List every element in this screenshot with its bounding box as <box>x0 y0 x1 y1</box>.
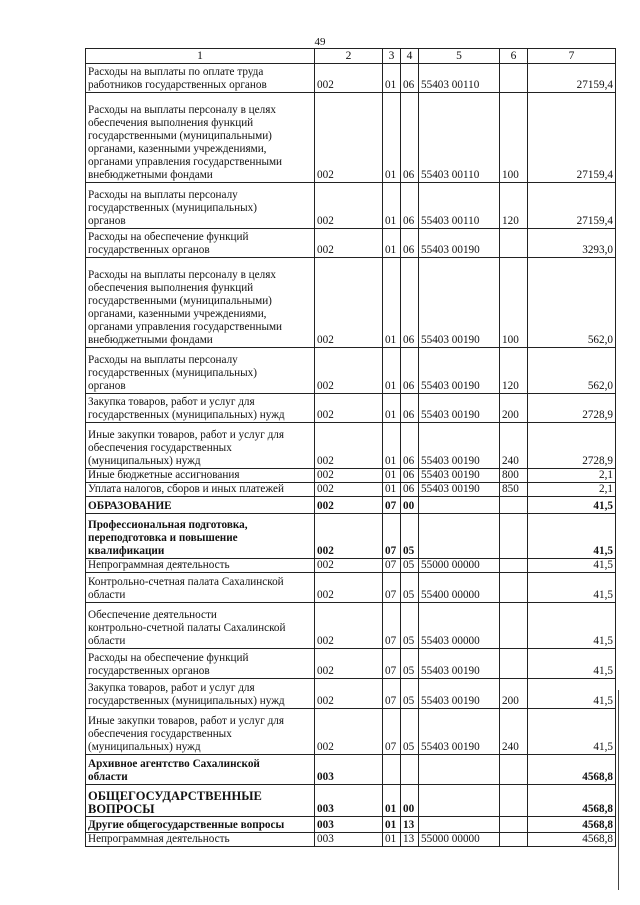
row-name: ОБЩЕГОСУДАРСТВЕННЫЕ ВОПРОСЫ <box>86 785 315 817</box>
row-code-subsection: 05 <box>401 603 419 649</box>
row-code-subsection: 06 <box>401 423 419 469</box>
row-code-section: 01 <box>383 183 401 229</box>
row-code-target <box>419 514 500 559</box>
row-code-target: 55000 00000 <box>419 833 500 847</box>
row-name: Расходы на выплаты персоналу в целях обеспечения выполнения функций государственными (муниципальными) органами, казенными учреждениями, органами управления государственными внебюджетными фондами <box>86 93 315 183</box>
row-name: Обеспечение деятельности контрольно-счетной палаты Сахалинской области <box>86 603 315 649</box>
row-code-target: 55403 00190 <box>419 258 500 348</box>
row-code-target: 55403 00190 <box>419 679 500 709</box>
row-code-expense-type <box>500 514 528 559</box>
table-row <box>86 514 616 559</box>
row-code-expense-type: 240 <box>500 423 528 469</box>
table-row <box>86 469 616 483</box>
table-row <box>86 348 616 394</box>
row-code-target <box>419 755 500 785</box>
row-amount: 41,5 <box>528 497 616 514</box>
page-number: 49 <box>314 36 326 48</box>
row-code-subsection: 05 <box>401 679 419 709</box>
row-code-admin: 002 <box>315 709 383 755</box>
row-code-admin: 002 <box>315 483 383 497</box>
row-code-subsection: 06 <box>401 469 419 483</box>
row-code-subsection: 13 <box>401 833 419 847</box>
row-code-expense-type <box>500 649 528 679</box>
row-code-section: 07 <box>383 497 401 514</box>
row-name: Расходы на обеспечение функций государственных органов <box>86 229 315 258</box>
row-amount: 41,5 <box>528 559 616 573</box>
row-code-subsection: 05 <box>401 649 419 679</box>
row-name: Расходы на выплаты персоналу государственных (муниципальных) органов <box>86 183 315 229</box>
row-name: Другие общегосударственные вопросы <box>86 817 315 833</box>
table-row <box>86 649 616 679</box>
row-amount: 4568,8 <box>528 755 616 785</box>
row-code-expense-type: 800 <box>500 469 528 483</box>
row-code-admin: 002 <box>315 679 383 709</box>
row-code-target: 55000 00000 <box>419 559 500 573</box>
table-row <box>86 709 616 755</box>
table-row <box>86 394 616 423</box>
row-amount: 27159,4 <box>528 64 616 93</box>
row-code-target: 55403 00110 <box>419 93 500 183</box>
row-code-admin: 002 <box>315 469 383 483</box>
table-header-row <box>86 49 616 64</box>
row-name: Иные закупки товаров, работ и услуг для обеспечения государственных (муниципальных) нужд <box>86 423 315 469</box>
table-row <box>86 497 616 514</box>
row-name: Расходы на обеспечение функций государственных органов <box>86 649 315 679</box>
header-col-2: 2 <box>315 49 383 64</box>
row-code-subsection: 00 <box>401 497 419 514</box>
table-row <box>86 755 616 785</box>
header-col-3: 3 <box>383 49 401 64</box>
row-code-subsection: 06 <box>401 64 419 93</box>
row-code-target: 55403 00000 <box>419 603 500 649</box>
table-row <box>86 817 616 833</box>
row-code-section: 01 <box>383 483 401 497</box>
row-code-admin: 002 <box>315 348 383 394</box>
row-code-admin: 003 <box>315 833 383 847</box>
row-code-target: 55403 00190 <box>419 709 500 755</box>
scan-edge-line <box>618 690 619 890</box>
row-code-target: 55403 00190 <box>419 469 500 483</box>
row-amount: 3293,0 <box>528 229 616 258</box>
row-code-section: 07 <box>383 559 401 573</box>
table-row <box>86 603 616 649</box>
row-name: Иные закупки товаров, работ и услуг для обеспечения государственных (муниципальных) нужд <box>86 709 315 755</box>
row-amount: 2728,9 <box>528 423 616 469</box>
row-amount: 27159,4 <box>528 183 616 229</box>
row-code-target: 55403 00110 <box>419 64 500 93</box>
row-code-target: 55403 00190 <box>419 348 500 394</box>
row-amount: 4568,8 <box>528 833 616 847</box>
row-amount: 562,0 <box>528 258 616 348</box>
row-code-admin: 002 <box>315 559 383 573</box>
row-code-expense-type <box>500 785 528 817</box>
row-code-target: 55403 00110 <box>419 183 500 229</box>
table-row <box>86 785 616 817</box>
row-code-section: 01 <box>383 833 401 847</box>
row-code-admin: 002 <box>315 603 383 649</box>
header-col-4: 4 <box>401 49 419 64</box>
row-code-expense-type: 100 <box>500 258 528 348</box>
row-code-subsection: 06 <box>401 93 419 183</box>
row-code-expense-type <box>500 229 528 258</box>
row-code-section: 01 <box>383 348 401 394</box>
table-row <box>86 183 616 229</box>
row-code-section: 01 <box>383 229 401 258</box>
row-code-target <box>419 497 500 514</box>
budget-table <box>85 48 616 847</box>
row-code-subsection: 00 <box>401 785 419 817</box>
row-code-expense-type <box>500 497 528 514</box>
header-col-7: 7 <box>528 49 616 64</box>
row-code-admin: 002 <box>315 497 383 514</box>
row-code-subsection: 05 <box>401 514 419 559</box>
row-code-target: 55403 00190 <box>419 423 500 469</box>
row-name: ОБРАЗОВАНИЕ <box>86 497 315 514</box>
row-code-expense-type: 120 <box>500 183 528 229</box>
row-code-target: 55400 00000 <box>419 573 500 603</box>
row-code-expense-type <box>500 559 528 573</box>
row-code-expense-type <box>500 817 528 833</box>
table-row <box>86 559 616 573</box>
row-code-target: 55403 00190 <box>419 483 500 497</box>
row-code-expense-type <box>500 603 528 649</box>
row-code-subsection: 05 <box>401 709 419 755</box>
row-name: Иные бюджетные ассигнования <box>86 469 315 483</box>
row-code-target: 55403 00190 <box>419 229 500 258</box>
row-code-admin: 002 <box>315 93 383 183</box>
table-row <box>86 93 616 183</box>
row-code-expense-type <box>500 755 528 785</box>
row-code-section: 07 <box>383 709 401 755</box>
row-code-admin: 002 <box>315 394 383 423</box>
row-code-section <box>383 755 401 785</box>
table-row <box>86 64 616 93</box>
row-code-expense-type: 200 <box>500 679 528 709</box>
row-amount: 41,5 <box>528 603 616 649</box>
row-code-admin: 002 <box>315 64 383 93</box>
budget-table-body <box>86 49 616 847</box>
row-code-subsection: 06 <box>401 394 419 423</box>
row-code-admin: 002 <box>315 258 383 348</box>
row-name: Непрограммная деятельность <box>86 559 315 573</box>
row-amount: 27159,4 <box>528 93 616 183</box>
row-amount: 41,5 <box>528 573 616 603</box>
table-row <box>86 423 616 469</box>
row-code-admin: 002 <box>315 423 383 469</box>
row-name: Закупка товаров, работ и услуг для государственных (муниципальных) нужд <box>86 679 315 709</box>
row-code-subsection <box>401 755 419 785</box>
table-row <box>86 258 616 348</box>
row-name: Непрограммная деятельность <box>86 833 315 847</box>
row-code-admin: 002 <box>315 514 383 559</box>
row-code-admin: 002 <box>315 649 383 679</box>
row-code-admin: 003 <box>315 785 383 817</box>
row-code-section: 07 <box>383 679 401 709</box>
row-code-expense-type <box>500 833 528 847</box>
row-code-section: 07 <box>383 603 401 649</box>
table-row <box>86 229 616 258</box>
row-code-subsection: 06 <box>401 348 419 394</box>
row-code-expense-type: 120 <box>500 348 528 394</box>
row-code-target: 55403 00190 <box>419 649 500 679</box>
row-amount: 41,5 <box>528 709 616 755</box>
row-code-expense-type: 850 <box>500 483 528 497</box>
header-col-1: 1 <box>86 49 315 64</box>
row-code-section: 01 <box>383 93 401 183</box>
row-code-section: 07 <box>383 573 401 603</box>
row-code-expense-type <box>500 64 528 93</box>
row-code-subsection: 05 <box>401 559 419 573</box>
row-code-expense-type <box>500 573 528 603</box>
row-code-target: 55403 00190 <box>419 394 500 423</box>
row-name: Закупка товаров, работ и услуг для государственных (муниципальных) нужд <box>86 394 315 423</box>
header-col-6: 6 <box>500 49 528 64</box>
row-code-admin: 002 <box>315 229 383 258</box>
row-name: Архивное агентство Сахалинской области <box>86 755 315 785</box>
header-col-5: 5 <box>419 49 500 64</box>
row-name: Расходы на выплаты персоналу государственных (муниципальных) органов <box>86 348 315 394</box>
row-code-section: 01 <box>383 64 401 93</box>
row-amount: 2728,9 <box>528 394 616 423</box>
row-amount: 562,0 <box>528 348 616 394</box>
row-code-subsection: 06 <box>401 229 419 258</box>
row-name: Уплата налогов, сборов и иных платежей <box>86 483 315 497</box>
row-code-section: 01 <box>383 817 401 833</box>
row-amount: 4568,8 <box>528 785 616 817</box>
table-row <box>86 833 616 847</box>
row-code-section: 07 <box>383 514 401 559</box>
table-row <box>86 483 616 497</box>
row-amount: 41,5 <box>528 679 616 709</box>
row-code-expense-type: 200 <box>500 394 528 423</box>
row-amount: 41,5 <box>528 649 616 679</box>
row-code-section: 01 <box>383 785 401 817</box>
row-amount: 2,1 <box>528 469 616 483</box>
row-code-subsection: 06 <box>401 483 419 497</box>
row-code-subsection: 13 <box>401 817 419 833</box>
row-name: Контрольно-счетная палата Сахалинской области <box>86 573 315 603</box>
row-code-subsection: 05 <box>401 573 419 603</box>
table-row <box>86 573 616 603</box>
row-code-expense-type: 100 <box>500 93 528 183</box>
row-code-section: 01 <box>383 258 401 348</box>
row-code-admin: 003 <box>315 817 383 833</box>
row-name: Профессиональная подготовка, переподготовка и повышение квалификации <box>86 514 315 559</box>
row-name: Расходы на выплаты по оплате труда работников государственных органов <box>86 64 315 93</box>
row-code-expense-type: 240 <box>500 709 528 755</box>
row-code-section: 01 <box>383 469 401 483</box>
row-amount: 41,5 <box>528 514 616 559</box>
row-name: Расходы на выплаты персоналу в целях обеспечения выполнения функций государственными (муниципальными) органами, казенными учреждениями, органами управления государственными внебюджетными фондами <box>86 258 315 348</box>
row-amount: 2,1 <box>528 483 616 497</box>
row-code-section: 07 <box>383 649 401 679</box>
row-code-target <box>419 817 500 833</box>
row-code-admin: 003 <box>315 755 383 785</box>
row-code-section: 01 <box>383 394 401 423</box>
row-amount: 4568,8 <box>528 817 616 833</box>
row-code-admin: 002 <box>315 573 383 603</box>
row-code-section: 01 <box>383 423 401 469</box>
table-row <box>86 679 616 709</box>
row-code-target <box>419 785 500 817</box>
row-code-subsection: 06 <box>401 183 419 229</box>
row-code-subsection: 06 <box>401 258 419 348</box>
row-code-admin: 002 <box>315 183 383 229</box>
